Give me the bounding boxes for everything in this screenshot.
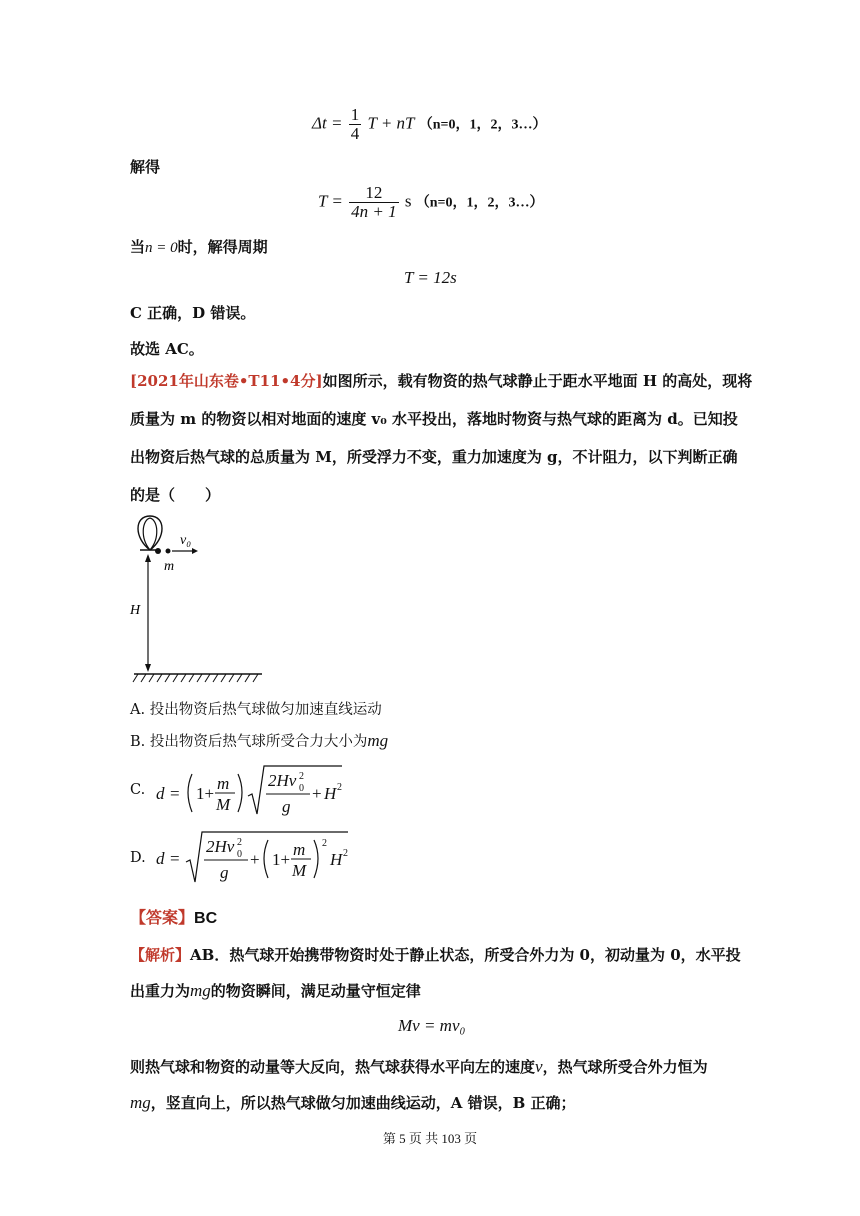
option-a[interactable]: A. 投出物资后热气球做匀加速直线运动 [130,702,382,718]
momentum-equation: Mv = mv₀ [398,1016,466,1035]
problem-line-2: 质量为 m 的物资以相对地面的速度 v₀ 水平投出，落地时物资与热气球的距离为 d。已知投 [130,410,738,428]
svg-text:2: 2 [343,848,348,859]
ground-hatching [133,674,258,682]
problem-line-4: 的是（ ） [130,486,221,504]
option-d-label[interactable]: D. [130,850,146,866]
svg-text:2Hv: 2Hv [268,771,297,790]
svg-text:2: 2 [337,782,342,793]
svg-text:H: H [324,784,337,803]
svg-text:+: + [312,784,322,803]
option-c-label[interactable]: C. [130,782,146,798]
svg-text:0: 0 [299,783,304,794]
svg-text:m: m [164,559,175,574]
balloon-dot [155,548,161,554]
svg-text:1+: 1+ [272,850,291,869]
svg-text:H: H [130,603,141,618]
page-footer: 第 5 页 共 103 页 [382,1131,478,1146]
svg-text:H: H [330,850,343,869]
svg-text:m: m [293,840,306,859]
problem-line-3: 出物资后热气球的总质量为 M，所受浮力不变，重力加速度为 g，不计阻力，以下判断正确 [130,448,738,466]
svg-text:g: g [282,797,291,816]
option-b[interactable]: B. 投出物资后热气球所受合力大小为mg [130,731,389,750]
problem-line-1: [2021年山东卷•T11•4分]如图所示，载有物资的热气球静止于距水平地面 H 的高处，现将 [130,372,753,390]
answer-tag: 【答案】 [130,908,195,927]
svg-text:2: 2 [299,771,304,782]
analysis-line-3: 则热气球和物资的动量等大反向，热气球获得水平向左的速度v，热气球所受合外力恒为 [130,1057,708,1076]
svg-text:=: = [170,849,180,868]
svg-text:M: M [216,795,231,814]
svg-text:0: 0 [237,849,242,860]
svg-text:2: 2 [237,837,242,848]
analysis-line-2: 出重力为mg的物资瞬间，满足动量守恒定律 [130,981,421,1000]
choose-answer: 故选 AC。 [130,340,204,358]
analysis-line-1: 【解析】AB．热气球开始携带物资时处于静止状态，所受合外力为 0，初动量为 0，水平投 [130,946,741,964]
svg-text:d: d [156,784,165,803]
svg-text:d: d [156,849,165,868]
svg-text:2: 2 [322,838,327,849]
solve-label: 解得 [130,158,161,176]
svg-text:=: = [170,784,180,803]
cargo-dot [166,549,171,554]
svg-text:2Hv: 2Hv [206,837,235,856]
option-d-formula [152,826,362,890]
svg-text:g: g [220,863,229,882]
svg-text:1+: 1+ [196,784,215,803]
option-c-formula [152,762,352,822]
velocity-arrow-icon [192,548,198,554]
svg-text:v₀: v₀ [180,533,192,548]
equation-period: T = $\frac{12}{4n + 1}$ s （n=0，1，2，3…） [318,183,544,221]
svg-text:+: + [250,850,260,869]
problem-source-tag: [2021年山东卷•T11•4分] [130,372,323,390]
balloon-figure [120,508,280,688]
conclusion: C 正确，D 错误。 [130,304,256,322]
equation-period-result: T = 12s [404,268,457,287]
equation-delta-t: Δt = $\frac{1}{4}$ T + nT （n=0，1，2，3…） [312,105,547,143]
balloon-icon [138,516,162,550]
when-line: 当n = 0时，解得周期 [130,238,268,256]
answer: 【答案】BC [130,908,218,927]
analysis-line-4: mg，竖直向上，所以热气球做匀加速曲线运动，A 错误，B 正确； [130,1093,576,1112]
analysis-tag: 【解析】 [130,946,191,964]
svg-text:M: M [292,861,307,880]
svg-text:m: m [217,774,230,793]
